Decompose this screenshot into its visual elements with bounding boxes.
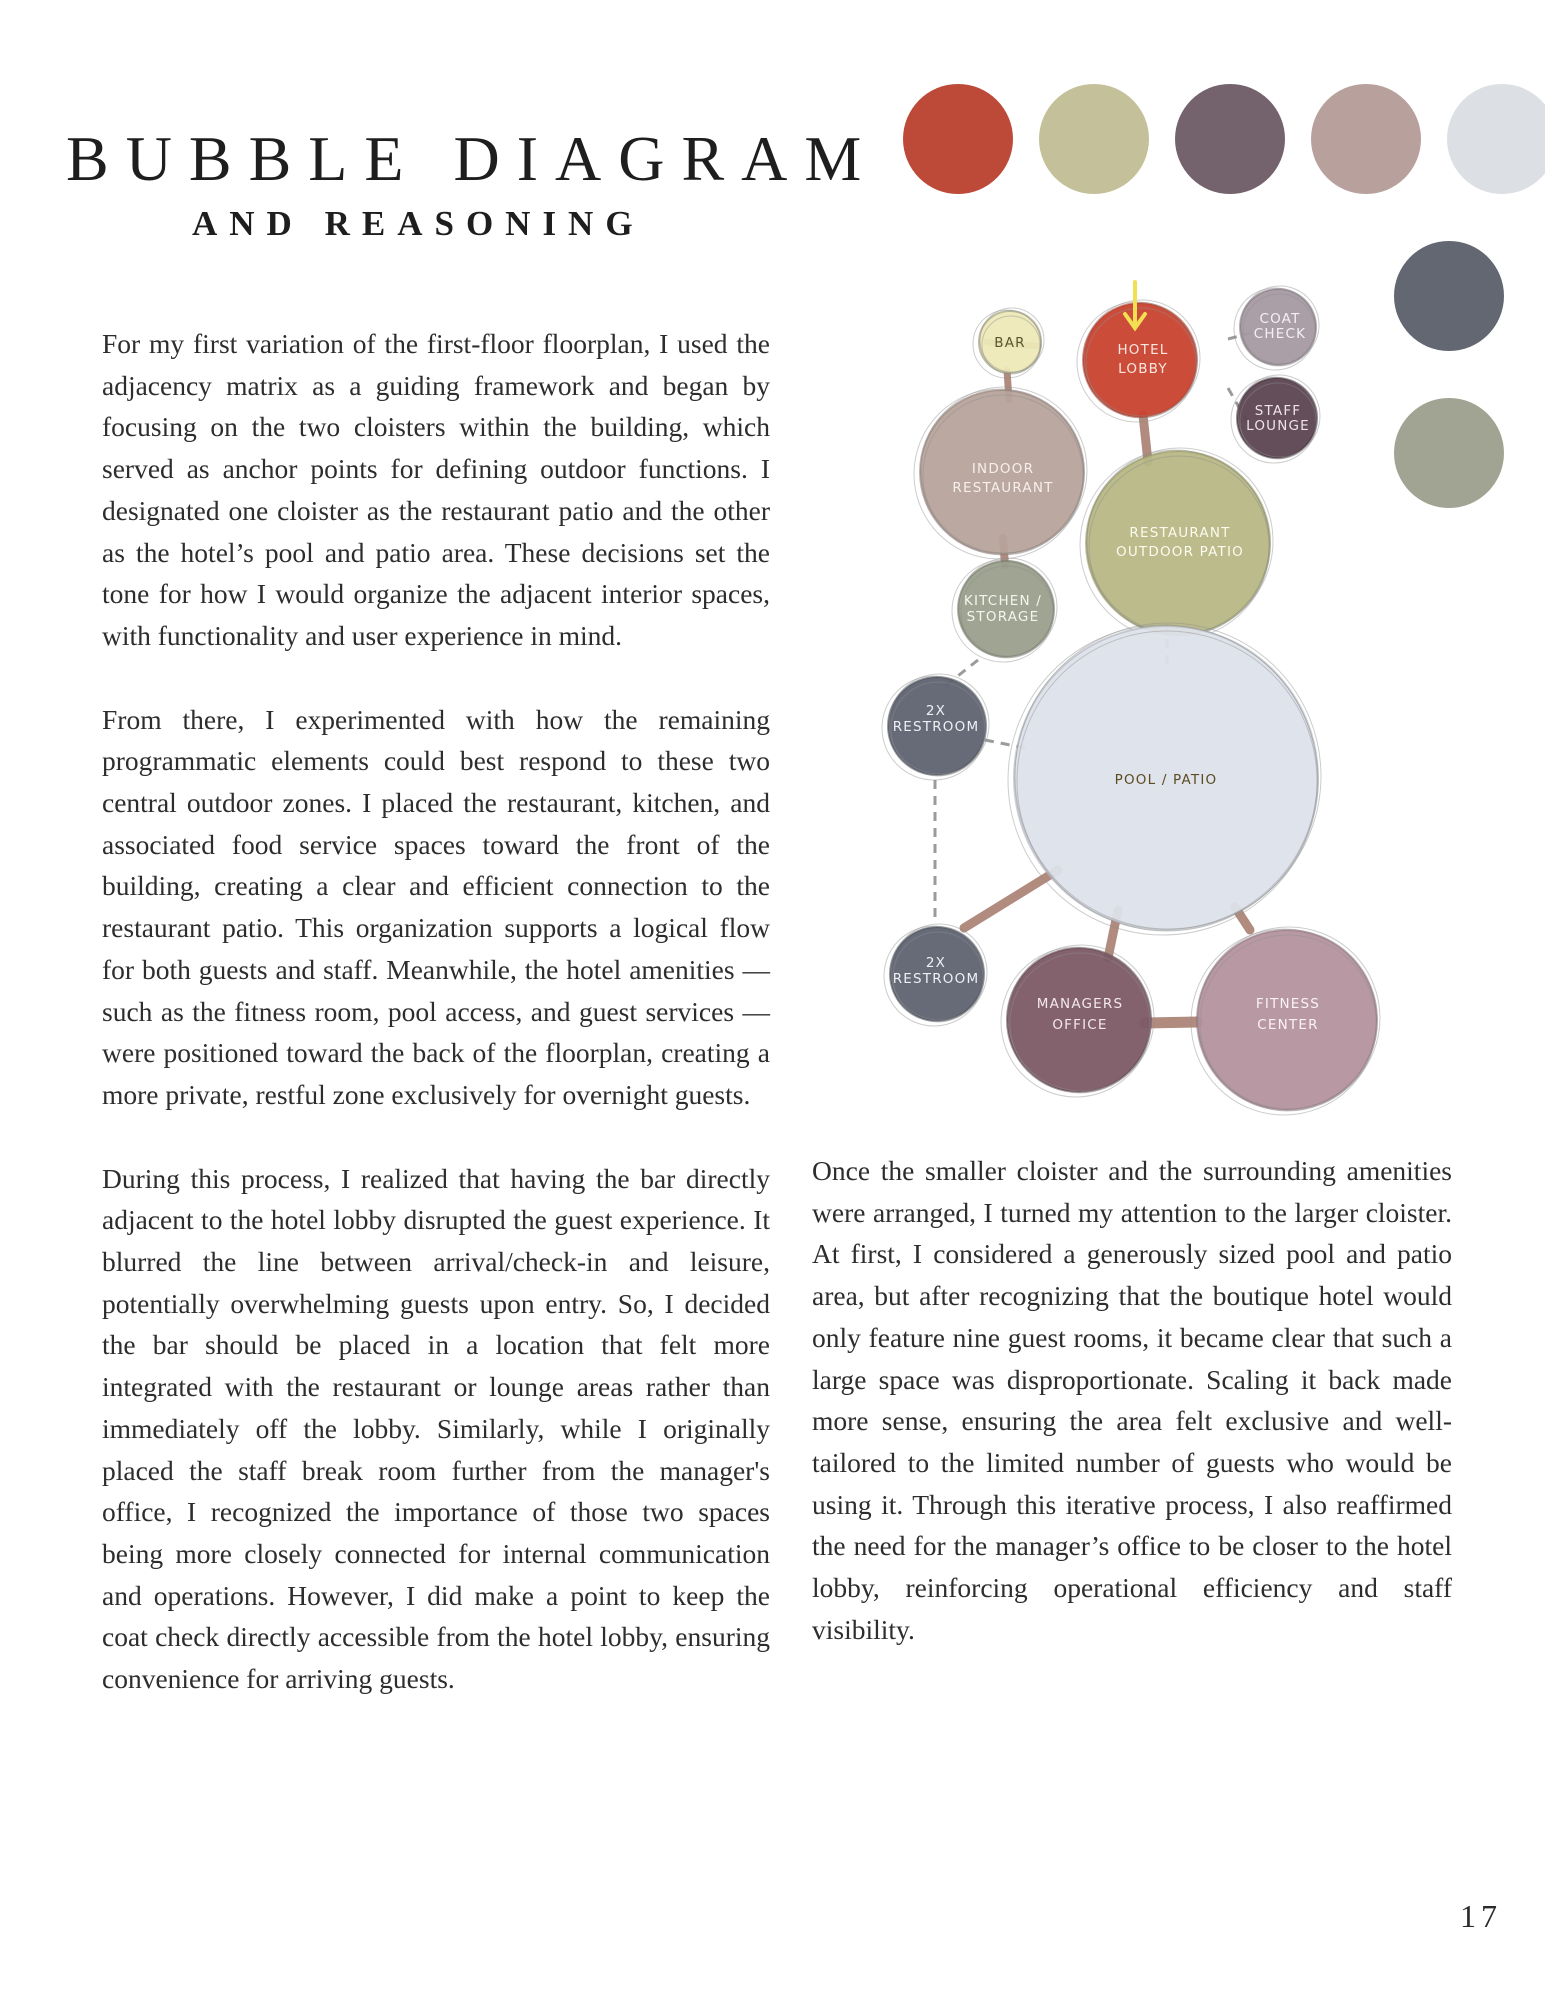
connector-line xyxy=(1145,1022,1198,1023)
bubble-label-kitchen-1: KITCHEN / xyxy=(963,593,1043,609)
paragraph-2: From there, I experimented with how the remaining programmatic elements could best respond to these two central outdoor zones. I placed the restaurant, kitchen, and associated food service spaces toward the front of the building, creating a clear and efficient connection to the restaurant patio. This organization supports a logical flow for both guests and staff. Meanwhile, the hotel amenities — such as the fitness room, pool access, and guest services — were positioned toward the back of the floorplan, creating a more private, restful zone exclusively for overnight guests. xyxy=(102,703,770,1110)
swatch-mauve xyxy=(1311,84,1421,194)
paragraph-3: During this process, I realized that having the bar directly adjacent to the hotel lobby disrupted the guest experience. It blurred the line between arrival/check-in and leisure, potentially overwhelming guests upon entry. So, I decided the bar should be placed in a location that felt more integrated with the restaurant or lounge areas rather than immediately off the lobby. Similarly, while I originally placed the staff break room further from the manager's office, I recognized the importance of those two spaces being more closely connected for internal communication and operations. However, I did make a point to keep the coat check directly accessible from the hotel lobby, ensuring convenience for arriving guests. xyxy=(102,1162,770,1695)
swatch-red xyxy=(903,84,1013,194)
bubble-restroom-top xyxy=(882,674,989,780)
body-column-left xyxy=(102,323,770,1742)
bubble-label-fitness-2: CENTER xyxy=(1257,1017,1319,1033)
bubble-label-coat-check-1: COAT xyxy=(1259,311,1301,327)
swatch-light-gray xyxy=(1447,84,1545,194)
bubble-label-fitness-1: FITNESS xyxy=(1255,996,1321,1012)
bubble-label-pool: POOL / PATIO xyxy=(1114,772,1218,788)
bubble-bar xyxy=(973,308,1044,378)
bubble-staff-lounge xyxy=(1231,375,1320,463)
bubble-label-coat-check-2: CHECK xyxy=(1253,326,1307,342)
page-subtitle: AND REASONING xyxy=(192,204,645,243)
bubble-diagram xyxy=(860,270,1420,1130)
swatch-olive xyxy=(1039,84,1149,194)
bubble-label-indoor-restaurant-2: RESTAURANT xyxy=(952,480,1054,496)
bubble-fitness-center xyxy=(1191,927,1380,1115)
bubble-label-hotel-lobby-2: LOBBY xyxy=(1118,361,1168,377)
bubble-label-staff-lounge-2: LOUNGE xyxy=(1246,418,1310,434)
bubble-label-restaurant-patio-1: RESTAURANT xyxy=(1129,525,1231,541)
bubble-label-restroom-bottom-1: 2X xyxy=(925,955,947,971)
bubble-label-restaurant-patio-2: OUTDOOR PATIO xyxy=(1116,544,1244,560)
bubble-managers-office xyxy=(1001,945,1154,1097)
bubble-label-bar: BAR xyxy=(994,335,1026,351)
bubble-indoor-restaurant xyxy=(914,387,1087,559)
bubble-pool-patio xyxy=(1008,623,1321,935)
paragraph-1: For my first variation of the first-floor floorplan, I used the adjacency matrix as a guiding framework and began by focusing on the two cloisters within the building, which served as anchor points for defining outdoor functions. I designated one cloister as the restaurant patio and the other as the hotel’s pool and patio area. These decisions set the tone for how I would organize the adjacent interior spaces, with functionality and user experience in mind. xyxy=(102,328,770,651)
swatch-plum xyxy=(1175,84,1285,194)
bubble-label-managers-2: OFFICE xyxy=(1052,1017,1108,1033)
bubble-kitchen-storage xyxy=(952,558,1057,662)
bubble-label-restroom-top-1: 2X xyxy=(925,703,947,719)
bubble-label-hotel-lobby-1: HOTEL xyxy=(1117,342,1169,358)
paragraph-4: Once the smaller cloister and the surrounding amenities were arranged, I turned my attention to the larger cloister. At first, I considered a generously sized pool and patio area, but after recognizing that the boutique hotel would only feature nine guest rooms, it became clear that such a large space was disproportionate. Scaling it back made more sense, ensuring the area felt exclusive and well-tailored to the limited number of guests who would be using it. Through this iterative process, I also reaffirmed the need for the manager’s office to be closer to the hotel lobby, reinforcing operational efficiency and staff visibility. xyxy=(812,1155,1452,1645)
bubble-label-managers-1: MANAGERS xyxy=(1036,996,1124,1012)
bubble-label-indoor-restaurant-1: INDOOR xyxy=(971,461,1035,477)
page-number: 17 xyxy=(1460,1898,1502,1934)
bubble-coat-check xyxy=(1234,286,1319,370)
bubble-label-staff-lounge-1: STAFF xyxy=(1254,403,1302,419)
bubble-hotel-lobby xyxy=(1077,300,1200,422)
body-column-right xyxy=(812,1150,1452,1692)
bubble-label-restroom-top-2: RESTROOM xyxy=(892,719,980,735)
bubble-label-kitchen-2: STORAGE xyxy=(966,609,1040,625)
bubble-label-restroom-bottom-2: RESTROOM xyxy=(892,971,980,987)
bubble-restaurant-patio xyxy=(1080,448,1273,640)
page-title: BUBBLE DIAGRAM xyxy=(66,123,879,194)
bubble-restroom-bottom xyxy=(884,924,987,1026)
